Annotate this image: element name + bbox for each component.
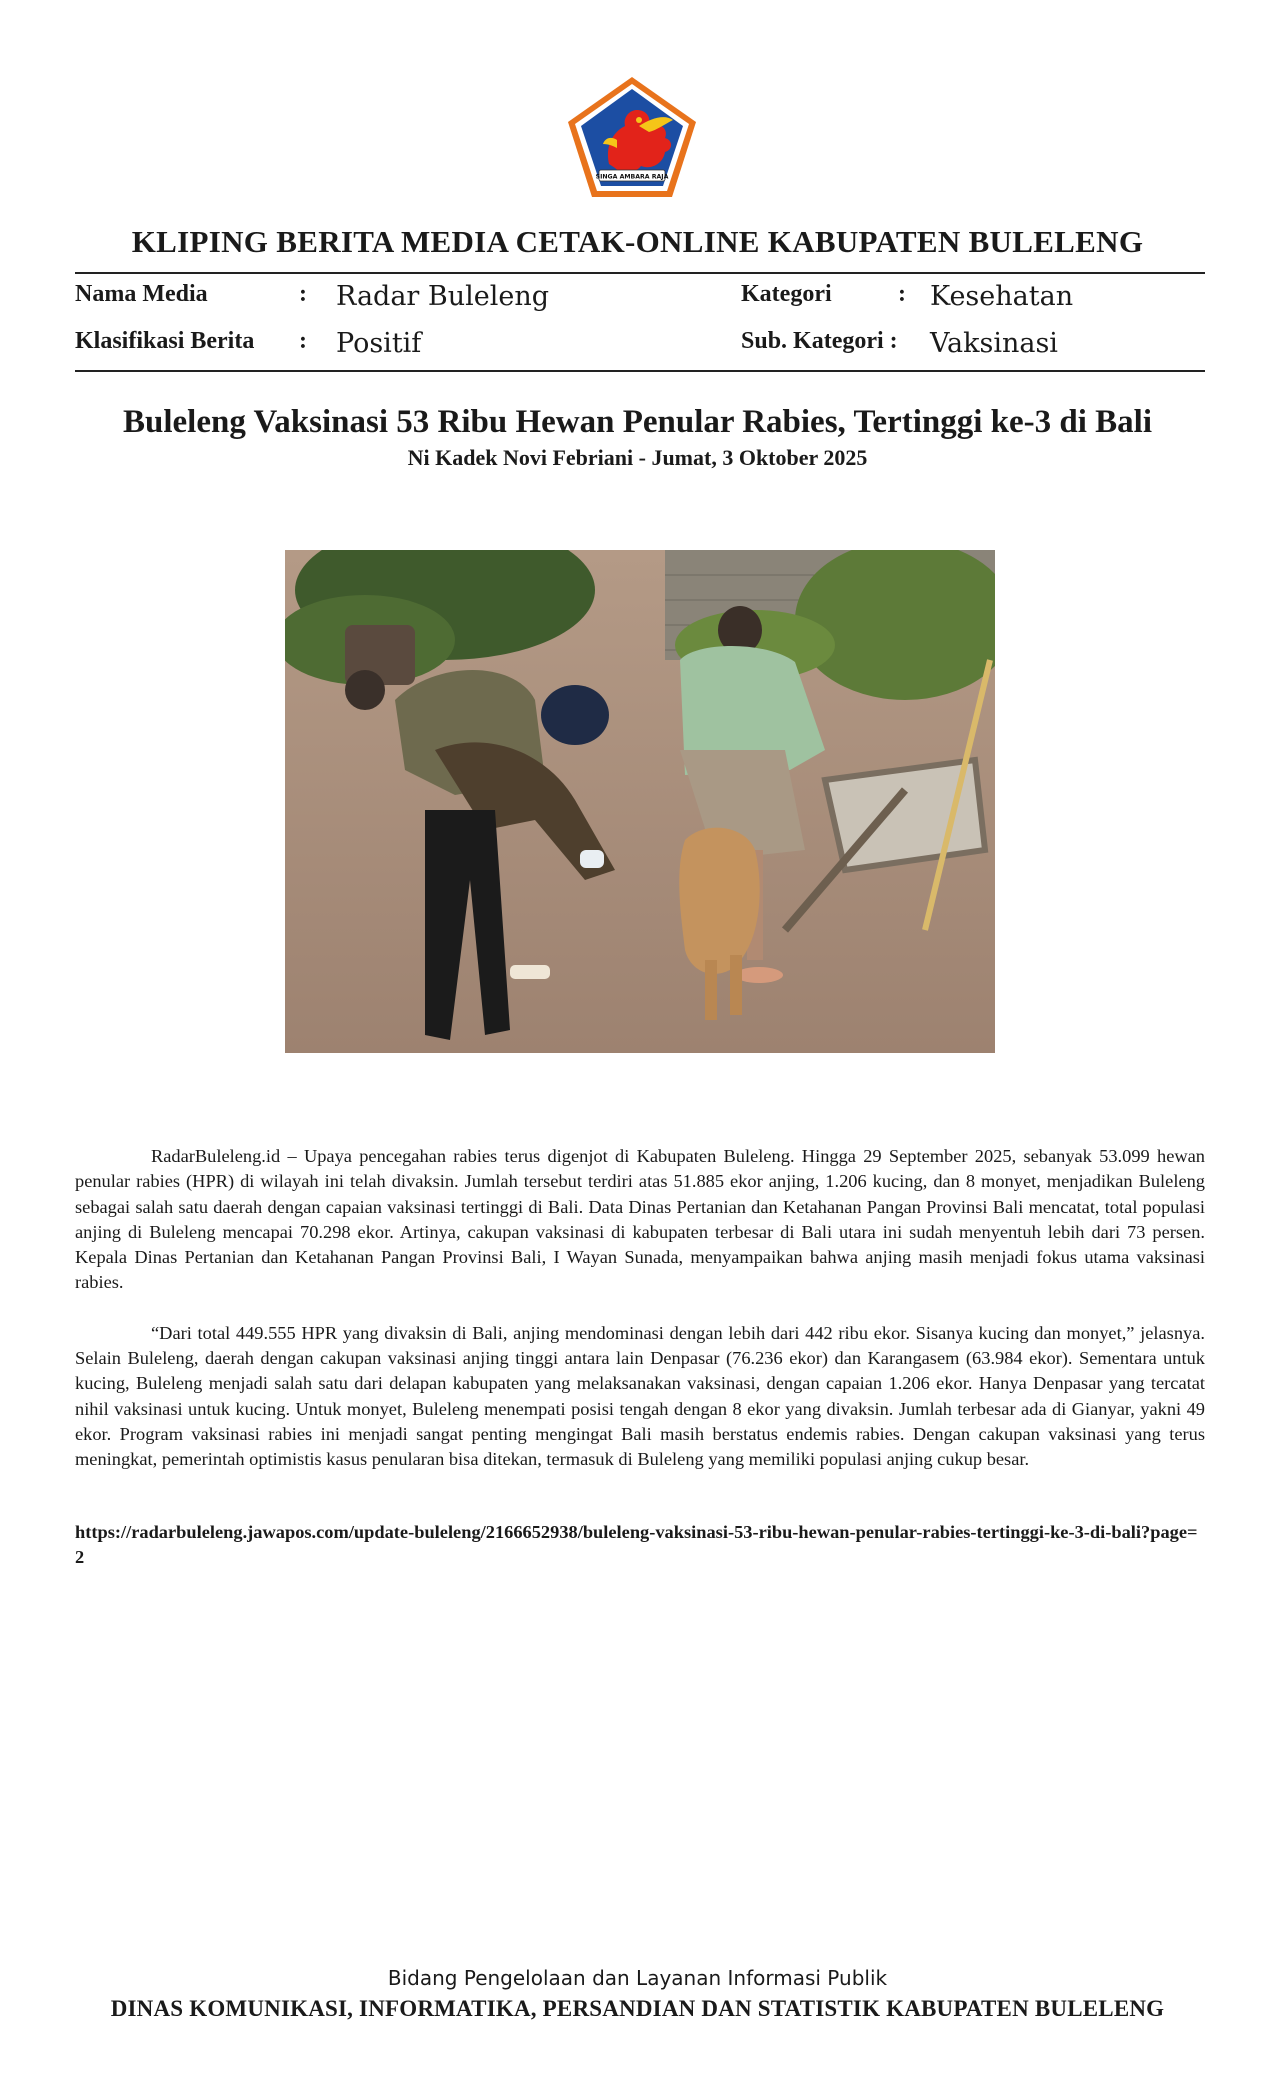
media-value: Radar Buleleng	[336, 281, 550, 312]
subkategori-value: Vaksinasi	[930, 328, 1058, 359]
logo-text: SINGA AMBARA RAJA	[595, 173, 669, 181]
klasifikasi-label: Klasifikasi Berita	[75, 328, 255, 354]
article-paragraph-1: RadarBuleleng.id – Upaya pencegahan rabies terus digenjot di Kabupaten Buleleng. Hingga 29 September 2025, sebanyak 53.099 hewan penular rabies (HPR) di wilayah ini telah divaksin. Jumlah tersebut terdiri atas 51.885 ekor anjing, 1.206 kucing, dan 8 monyet, menjadikan Buleleng sebagai salah satu daerah dengan capaian vaksinasi tertinggi di Bali. Data Dinas Pertanian dan Ketahanan Pangan Provinsi Bali mencatat, total populasi anjing di Buleleng mencapai 70.298 ekor. Artinya, cakupan vaksinasi di kabupaten terbesar di Bali utara ini sudah menyentuh lebih dari 73 persen. Kepala Dinas Pertanian dan Ketahanan Pangan Provinsi Bali, I Wayan Sunada, menyampaikan bahwa anjing masih menjadi fokus utama vaksinasi rabies.	[75, 1146, 1205, 1293]
media-label: Nama Media	[75, 281, 208, 307]
kategori-label: Kategori	[741, 281, 832, 307]
media-colon: :	[299, 281, 307, 307]
article-paragraph-2: “Dari total 449.555 HPR yang divaksin di Bali, anjing mendominasi dengan lebih dari 442 ribu ekor. Sisanya kucing dan monyet,” jelasnya. Selain Buleleng, daerah dengan cakupan vaksinasi anjing tinggi antara lain Denpasar (76.236 ekor) dan Karangasem (63.984 ekor). Sementara untuk kucing, Buleleng menjadi salah satu dari delapan kabupaten yang melaksanakan vaksinasi, dengan capaian 1.206 ekor. Hanya Denpasar yang tercatat nihil vaksinasi untuk kucing. Untuk monyet, Buleleng menempati posisi tengah dengan 8 ekor yang divaksin. Jumlah terbesar ada di Gianyar, yakni 49 ekor. Program vaksinasi rabies ini menjadi sangat penting mengingat Bali masih berstatus endemis rabies. Dengan cakupan vaksinasi yang terus meningkat, pemerintah optimistis kasus penularan bisa ditekan, termasuk di Buleleng yang memiliki populasi anjing cukup besar.	[75, 1322, 1205, 1470]
kategori-colon: :	[898, 281, 906, 307]
clipping-title: KLIPING BERITA MEDIA CETAK-ONLINE KABUPATEN BULELENG	[131, 224, 1144, 259]
singa-ambara-raja-emblem-icon	[565, 74, 699, 200]
dog-vaccination-photo	[285, 550, 995, 1053]
article-body	[75, 1144, 1205, 1498]
header-rule-top	[75, 272, 1205, 274]
kategori-value: Kesehatan	[930, 281, 1074, 312]
footer-office: DINAS KOMUNIKASI, INFORMATIKA, PERSANDIAN DAN STATISTIK KABUPATEN BULELENG	[110, 1996, 1165, 2021]
article-source-link[interactable]: https://radarbuleleng.jawapos.com/update-buleleng/2166652938/buleleng-vaksinasi-53-ribu-hewan-penular-rabies-tertinggi-ke-3-di-bali?page=2	[75, 1522, 1198, 1568]
header-rule-bottom	[75, 370, 1205, 372]
article-byline: Ni Kadek Novi Febriani - Jumat, 3 Oktober 2025	[407, 445, 868, 470]
article-headline: Buleleng Vaksinasi 53 Ribu Hewan Penular Rabies, Tertinggi ke-3 di Bali	[122, 404, 1153, 440]
klasifikasi-colon: :	[299, 328, 307, 354]
footer-unit: Bidang Pengelolaan dan Layanan Informasi Publik	[387, 1966, 888, 1990]
klasifikasi-value: Positif	[336, 328, 422, 359]
subkategori-label: Sub. Kategori :	[741, 328, 898, 354]
